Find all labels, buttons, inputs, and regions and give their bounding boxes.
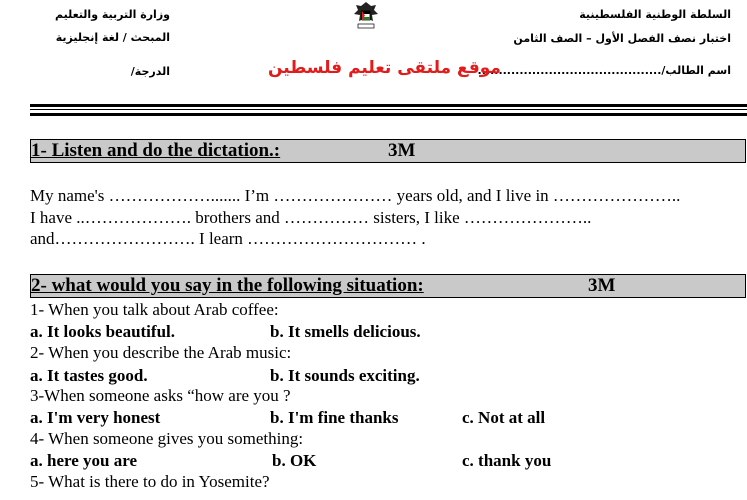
question-text: 3-When someone asks “how are you ? [30, 386, 291, 405]
header-divider [30, 109, 747, 110]
section2-title: 2- what would you say in the following situation: [31, 275, 424, 296]
option-b: b. It smells delicious. [270, 322, 421, 341]
dictation-line: and……………………. I learn ………………………… . [30, 229, 426, 248]
subject-label: المبحث / لغة إنجليزية [55, 31, 170, 44]
section1-marks: 3M [388, 140, 416, 161]
option-a: a. It looks beautiful. [30, 322, 175, 341]
palestine-emblem-icon [352, 0, 380, 32]
authority-name: السلطة الوطنية الفلسطينية [579, 8, 731, 21]
section1-title: 1- Listen and do the dictation.: [31, 140, 281, 161]
option-a: a. here you are [30, 451, 138, 470]
section1-header [30, 139, 746, 163]
grade-label: الدرجة/ [130, 65, 170, 78]
option-b: b. It sounds exciting. [270, 366, 420, 385]
question-text: 1- When you talk about Arab coffee: [30, 300, 279, 319]
dictation-line: I have ..………………. brothers and …………… sisters, I like ………………….. [30, 208, 592, 227]
site-title: موقع ملتقى تعليم فلسطين [268, 58, 501, 78]
header-divider [30, 104, 747, 107]
option-b: b. I'm fine thanks [270, 408, 399, 427]
option-c: c. Not at all [462, 408, 546, 427]
dictation-line: My name's ………………....... I’m ………………… years old, and I live in ………………….. [30, 186, 681, 205]
option-a: a. It tastes good. [30, 366, 148, 385]
ministry-name: وزارة التربية والتعليم [55, 8, 170, 21]
section2-marks: 3M [588, 275, 616, 296]
header-divider [30, 113, 747, 116]
option-b: b. OK [272, 451, 317, 470]
section2-header [30, 274, 746, 298]
option-c: c. thank you [462, 451, 552, 470]
question-text: 2- When you describe the Arab music: [30, 343, 292, 362]
option-a: a. I'm very honest [30, 408, 161, 427]
question-text: 4- When someone gives you something: [30, 429, 304, 448]
exam-title: اختبار نصف الفصل الأول – الصف الثامن [513, 32, 731, 45]
student-name-field: اسم الطالب/............................................ [477, 64, 731, 77]
question-text: 5- What is there to do in Yosemite? [30, 472, 270, 491]
